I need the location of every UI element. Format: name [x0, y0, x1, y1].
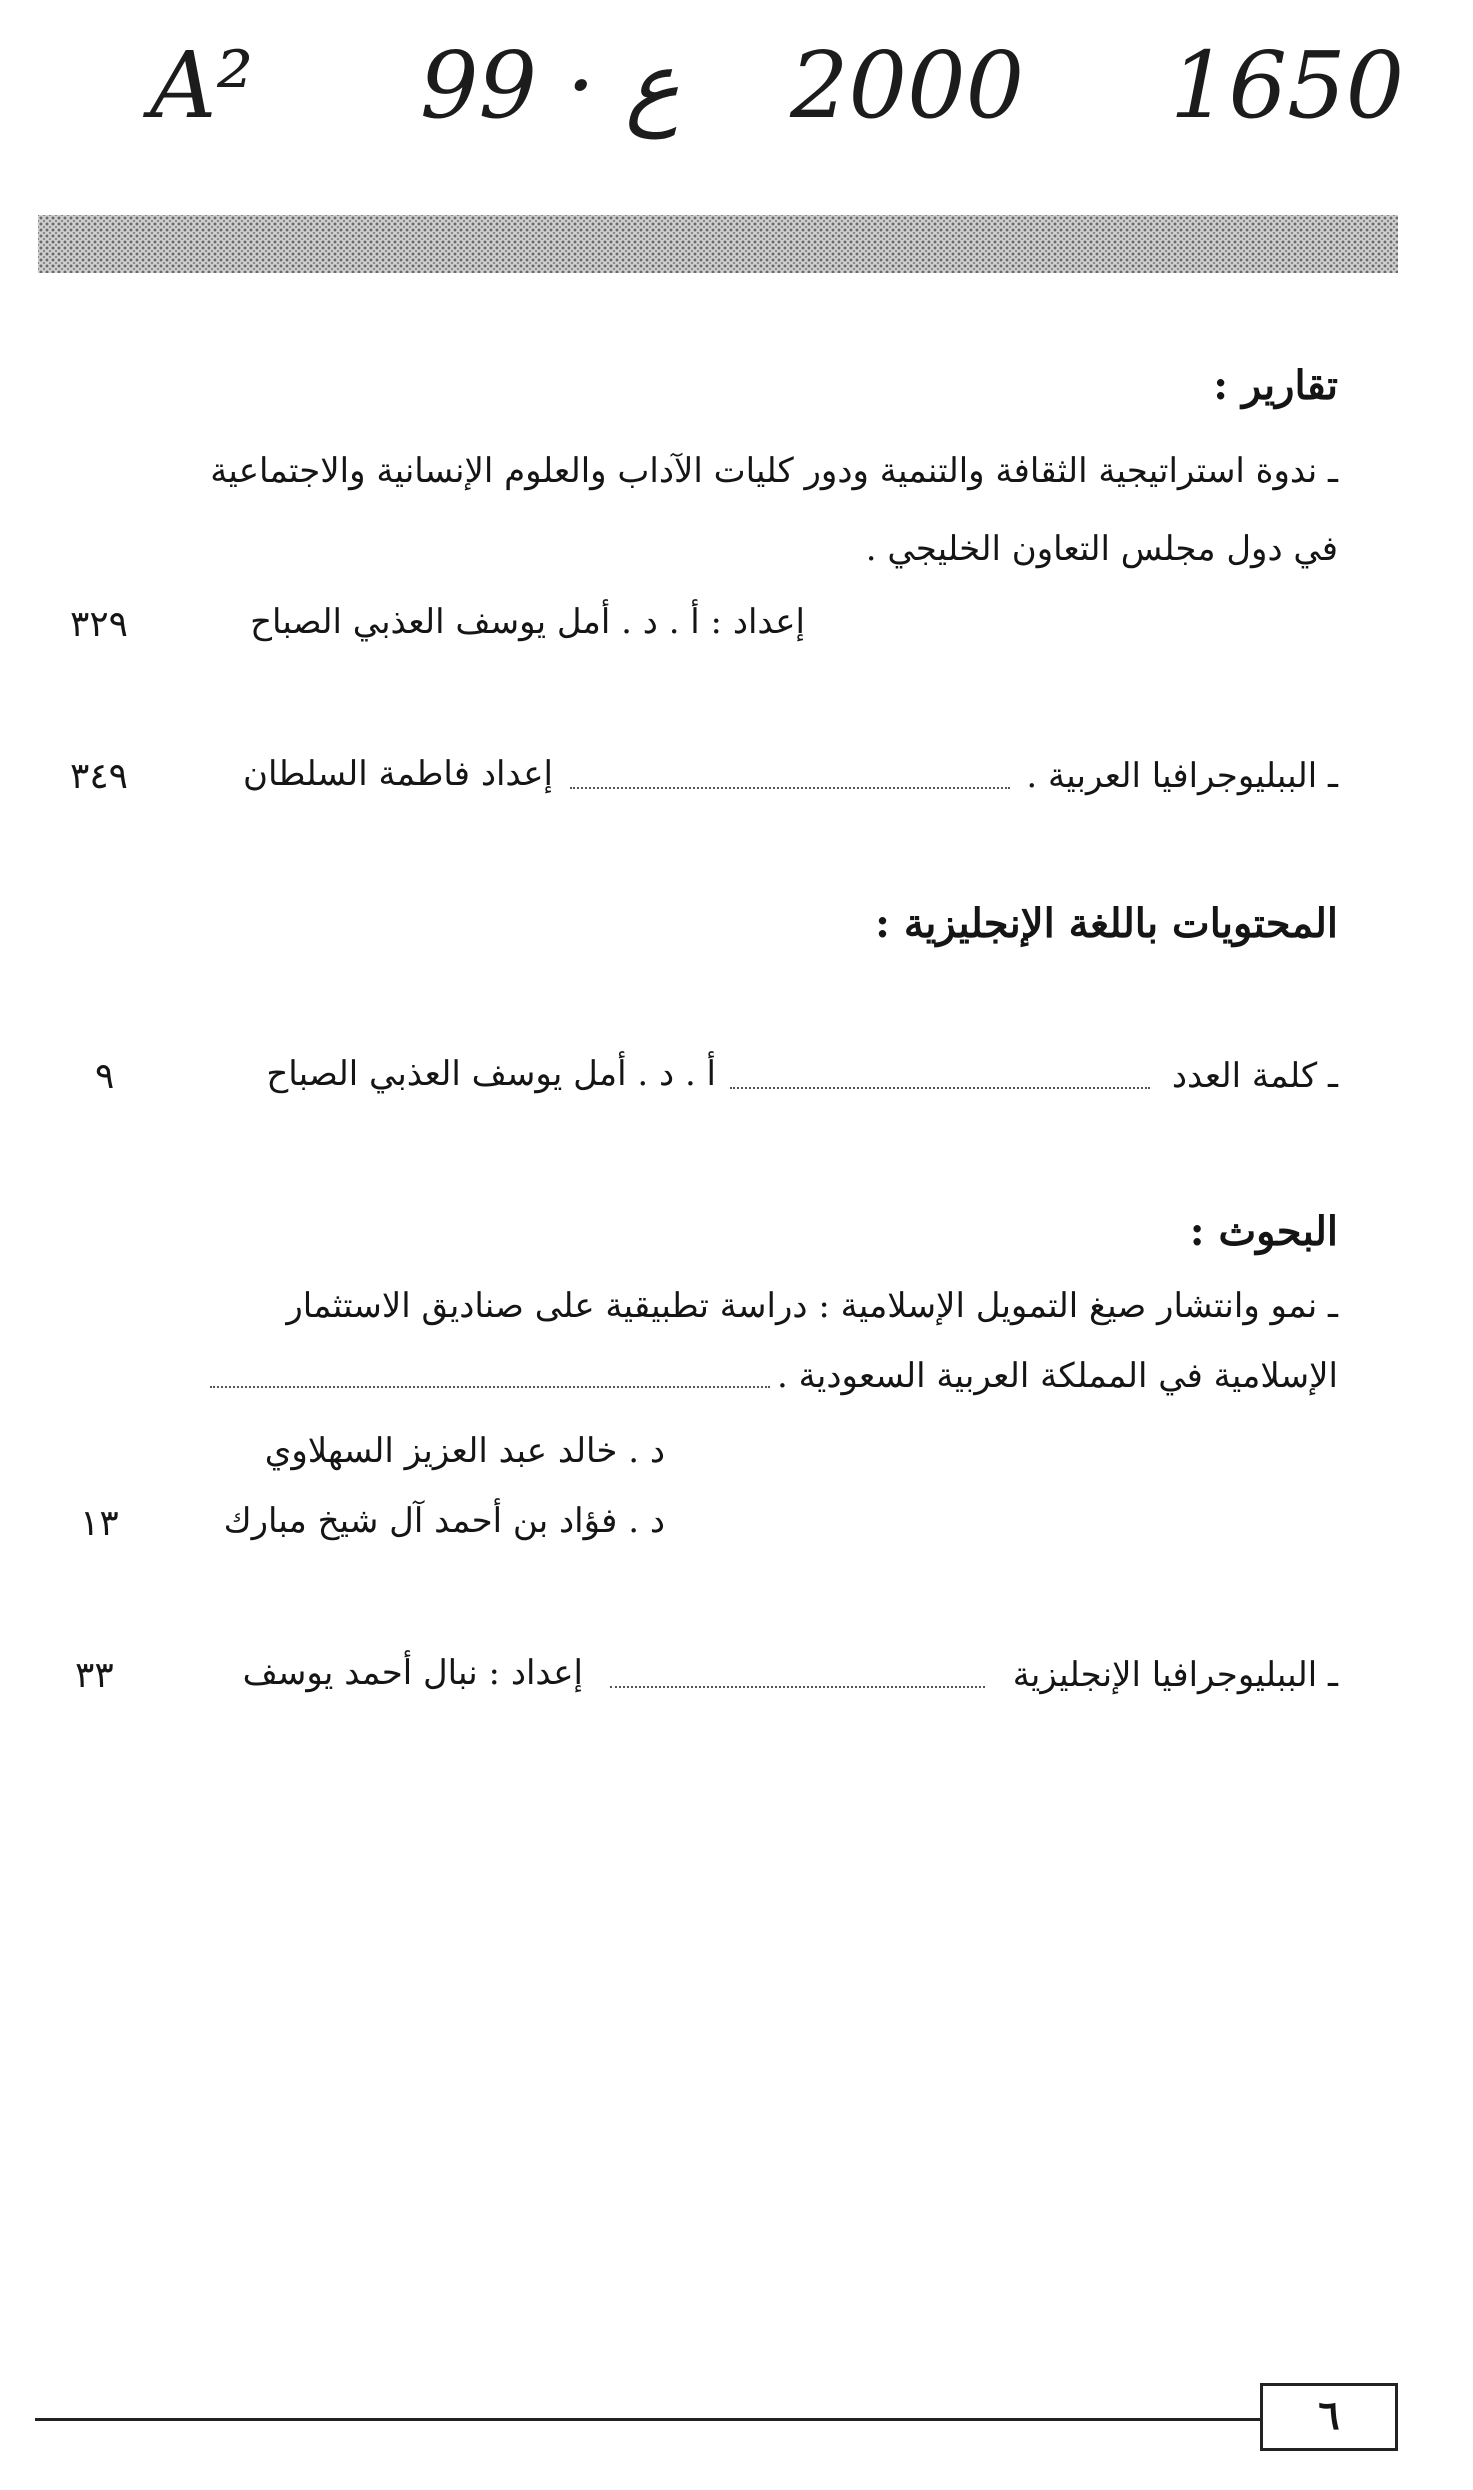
english-item1-page: ٩	[95, 1056, 115, 1097]
english-contents-heading: المحتويات باللغة الإنجليزية :	[875, 900, 1338, 947]
reports-item1-author: إعداد : أ . د . أمل يوسف العذبي الصباح	[250, 602, 805, 642]
research-item1-leader	[210, 1386, 770, 1388]
research-item1-title-line2: الإسلامية في المملكة العربية السعودية .	[777, 1356, 1338, 1396]
handwritten-note-a: A²	[150, 32, 254, 139]
research-item1-page: ١٣	[80, 1503, 119, 1544]
reports-item2-author: إعداد فاطمة السلطان	[243, 754, 553, 794]
page-number: ٦	[1318, 2392, 1340, 2439]
reports-item2-page: ٣٤٩	[70, 756, 129, 797]
research-item2-page: ٣٣	[75, 1655, 114, 1696]
research-item1-author2: د . فؤاد بن أحمد آل شيخ مبارك	[223, 1501, 665, 1541]
reports-item2-title: ـ الببليوجرافيا العربية .	[1026, 756, 1338, 796]
english-item1-title: ـ كلمة العدد	[1171, 1056, 1338, 1096]
footer-rule	[35, 2418, 1263, 2421]
header-band	[38, 215, 1398, 273]
reports-item2-leader	[570, 787, 1010, 789]
reports-item1-title-line1: ـ ندوة استراتيجية الثقافة والتنمية ودور كليات الآداب والعلوم الإنسانية والاجتماعية	[210, 451, 1338, 491]
handwritten-note-b: 99 · ع	[420, 32, 680, 139]
research-item2-author: إعداد : نبال أحمد يوسف	[242, 1653, 583, 1693]
research-heading: البحوث :	[1189, 1208, 1338, 1255]
reports-item1-page: ٣٢٩	[70, 604, 129, 645]
reports-heading: تقارير :	[1213, 362, 1338, 409]
page-number-box	[1260, 2383, 1398, 2451]
research-item2-leader	[610, 1686, 985, 1688]
handwritten-note-c: 2000	[790, 32, 1025, 139]
reports-item1-title-line2: في دول مجلس التعاون الخليجي .	[865, 529, 1338, 569]
research-item1-title-line1: ـ نمو وانتشار صيغ التمويل الإسلامية : دراسة تطبيقية على صناديق الاستثمار	[286, 1286, 1338, 1326]
research-item1-author1: د . خالد عبد العزيز السهلاوي	[264, 1431, 665, 1471]
english-item1-author: أ . د . أمل يوسف العذبي الصباح	[266, 1054, 716, 1094]
research-item2-title: ـ الببليوجرافيا الإنجليزية	[1012, 1655, 1338, 1695]
handwritten-note-d: 1650	[1170, 32, 1405, 139]
english-item1-leader	[730, 1087, 1150, 1089]
